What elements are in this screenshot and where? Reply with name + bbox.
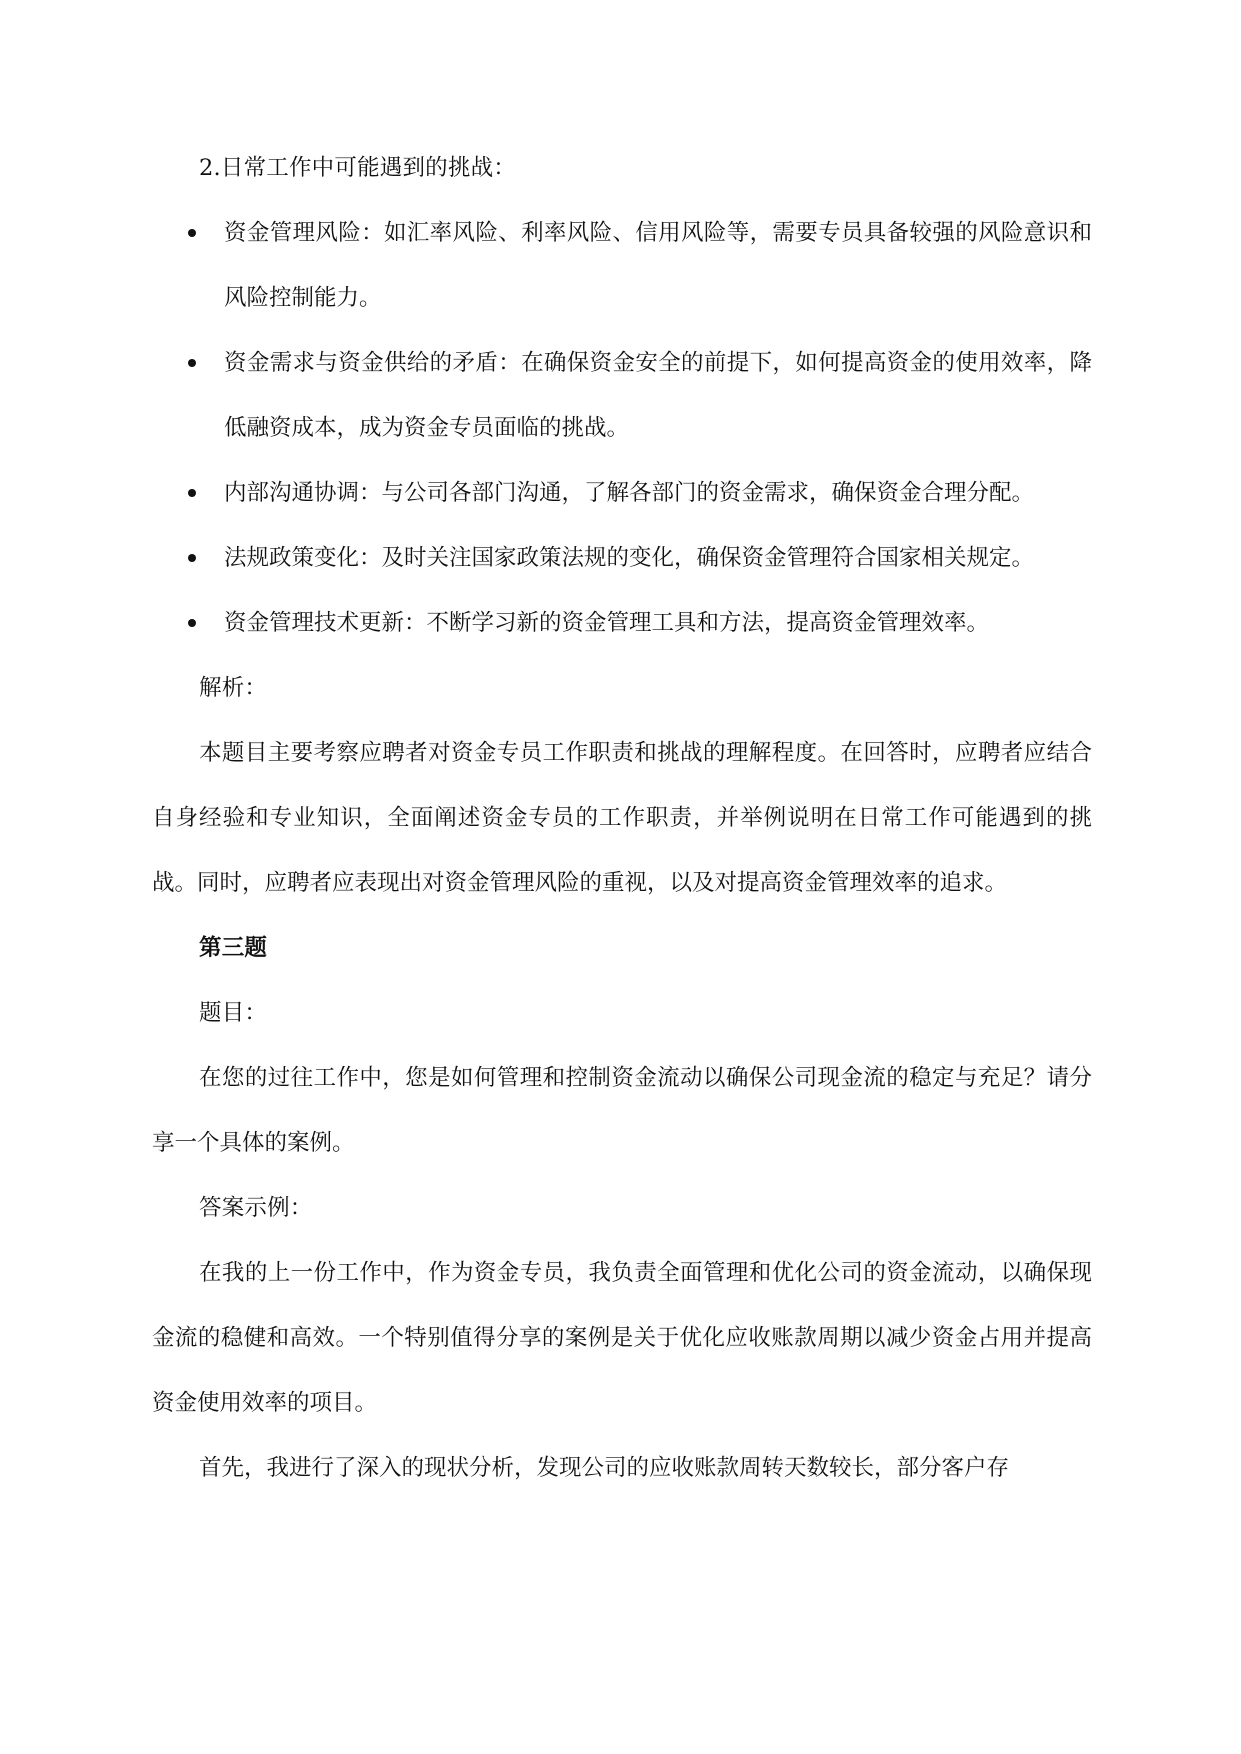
list-item <box>152 331 1092 461</box>
bullet-icon <box>188 489 196 497</box>
bullet-icon <box>188 619 196 627</box>
section-heading: 2.日常工作中可能遇到的挑战： <box>199 155 516 181</box>
list-item <box>152 201 1092 331</box>
list-item <box>152 461 1092 526</box>
question-title: 第三题 <box>199 935 268 961</box>
question-label: 题目： <box>199 1000 268 1026</box>
list-item-text: 资金需求与资金供给的矛盾：在确保资金安全的前提下，如何提高资金的使用效率，降低融资成本，成为资金专员面临的挑战。 <box>224 350 1092 441</box>
list-item-text: 内部沟通协调：与公司各部门沟通，了解各部门的资金需求，确保资金合理分配。 <box>224 480 1035 506</box>
list-item <box>152 526 1092 591</box>
analysis-label: 解析： <box>199 675 268 701</box>
list-item-text: 资金管理技术更新：不断学习新的资金管理工具和方法，提高资金管理效率。 <box>224 610 990 636</box>
list-item-text: 资金管理风险：如汇率风险、利率风险、信用风险等，需要专员具备较强的风险意识和风险控制能力。 <box>224 220 1092 311</box>
bullet-icon <box>188 229 196 237</box>
list-item-text: 法规政策变化：及时关注国家政策法规的变化，确保资金管理符合国家相关规定。 <box>224 545 1035 571</box>
page-content <box>152 136 1092 1501</box>
list-item <box>152 591 1092 656</box>
bullet-icon <box>188 554 196 562</box>
answer-paragraph-1: 在我的上一份工作中，作为资金专员，我负责全面管理和优化公司的资金流动，以确保现金流的稳健和高效。一个特别值得分享的案例是关于优化应收账款周期以减少资金占用并提高资金使用效率的项目。 <box>152 1260 1092 1416</box>
answer-label: 答案示例： <box>199 1195 313 1221</box>
bullet-icon <box>188 359 196 367</box>
analysis-paragraph: 本题目主要考察应聘者对资金专员工作职责和挑战的理解程度。在回答时，应聘者应结合自身经验和专业知识，全面阐述资金专员的工作职责，并举例说明在日常工作可能遇到的挑战。同时，应聘者应表现出对资金管理风险的重视，以及对提高资金管理效率的追求。 <box>152 740 1092 896</box>
challenge-list <box>152 201 1092 656</box>
answer-paragraph-2: 首先，我进行了深入的现状分析，发现公司的应收账款周转天数较长，部分客户存 <box>199 1455 1010 1481</box>
question-paragraph: 在您的过往工作中，您是如何管理和控制资金流动以确保公司现金流的稳定与充足？请分享一个具体的案例。 <box>152 1065 1092 1156</box>
